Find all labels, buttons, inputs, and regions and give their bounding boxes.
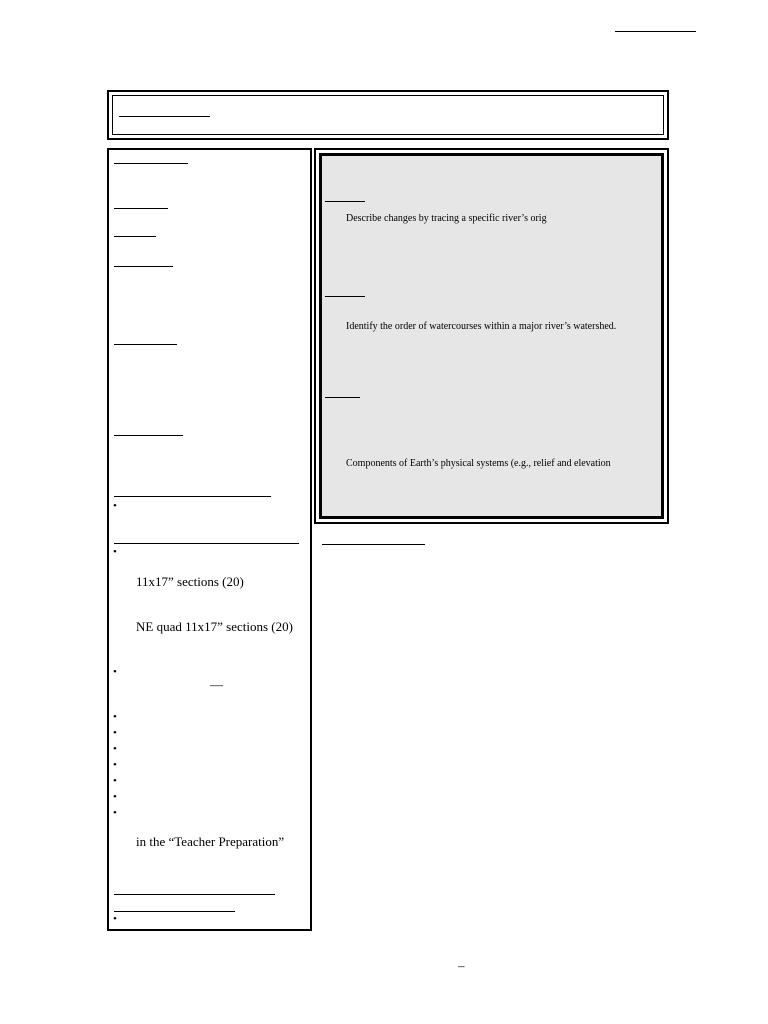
bullet-marker: • bbox=[113, 791, 117, 803]
content-heading-rule bbox=[322, 544, 425, 545]
bullet-marker: • bbox=[113, 711, 117, 723]
bullet-marker: • bbox=[113, 775, 117, 787]
sidebar-section-rule bbox=[114, 894, 275, 895]
sidebar-section-rule bbox=[114, 543, 299, 544]
standard-text-1: Describe changes by tracing a specific river’s orig bbox=[346, 213, 547, 224]
bullet-marker: • bbox=[113, 546, 117, 558]
sidebar-heading-rule bbox=[114, 236, 156, 237]
sidebar-section-rule bbox=[114, 496, 271, 497]
header-rule bbox=[615, 31, 696, 32]
materials-sections-2: NE quad 11x17” sections (20) bbox=[136, 619, 293, 634]
bullet-marker: • bbox=[113, 913, 117, 925]
bullet-marker: • bbox=[113, 807, 117, 819]
materials-dash: — bbox=[210, 677, 223, 692]
sidebar-heading-rule bbox=[114, 163, 188, 164]
sidebar-section-rule bbox=[114, 911, 235, 912]
bullet-marker: • bbox=[113, 759, 117, 771]
standard-heading-rule bbox=[325, 397, 360, 398]
standard-heading-rule bbox=[325, 296, 365, 297]
sidebar-heading-rule bbox=[114, 266, 173, 267]
sidebar-heading-rule bbox=[114, 344, 177, 345]
materials-sections-1: 11x17” sections (20) bbox=[136, 574, 244, 589]
title-underline bbox=[119, 116, 210, 117]
page-number-mark: – bbox=[458, 958, 465, 973]
bullet-marker: • bbox=[113, 727, 117, 739]
bullet-marker: • bbox=[113, 500, 117, 512]
bullet-marker: • bbox=[113, 743, 117, 755]
standard-heading-rule bbox=[325, 201, 365, 202]
standard-text-2: Identify the order of watercourses within a major river’s watershed. bbox=[346, 321, 617, 332]
sidebar-heading-rule bbox=[114, 435, 183, 436]
materials-teacher-prep: in the “Teacher Preparation” bbox=[136, 834, 285, 849]
title-box-inner bbox=[112, 95, 664, 135]
sidebar-heading-rule bbox=[114, 208, 168, 209]
bullet-marker: • bbox=[113, 666, 117, 678]
title-box bbox=[107, 90, 669, 140]
standard-text-3: Components of Earth’s physical systems (e.g., relief and elevation bbox=[346, 458, 611, 469]
